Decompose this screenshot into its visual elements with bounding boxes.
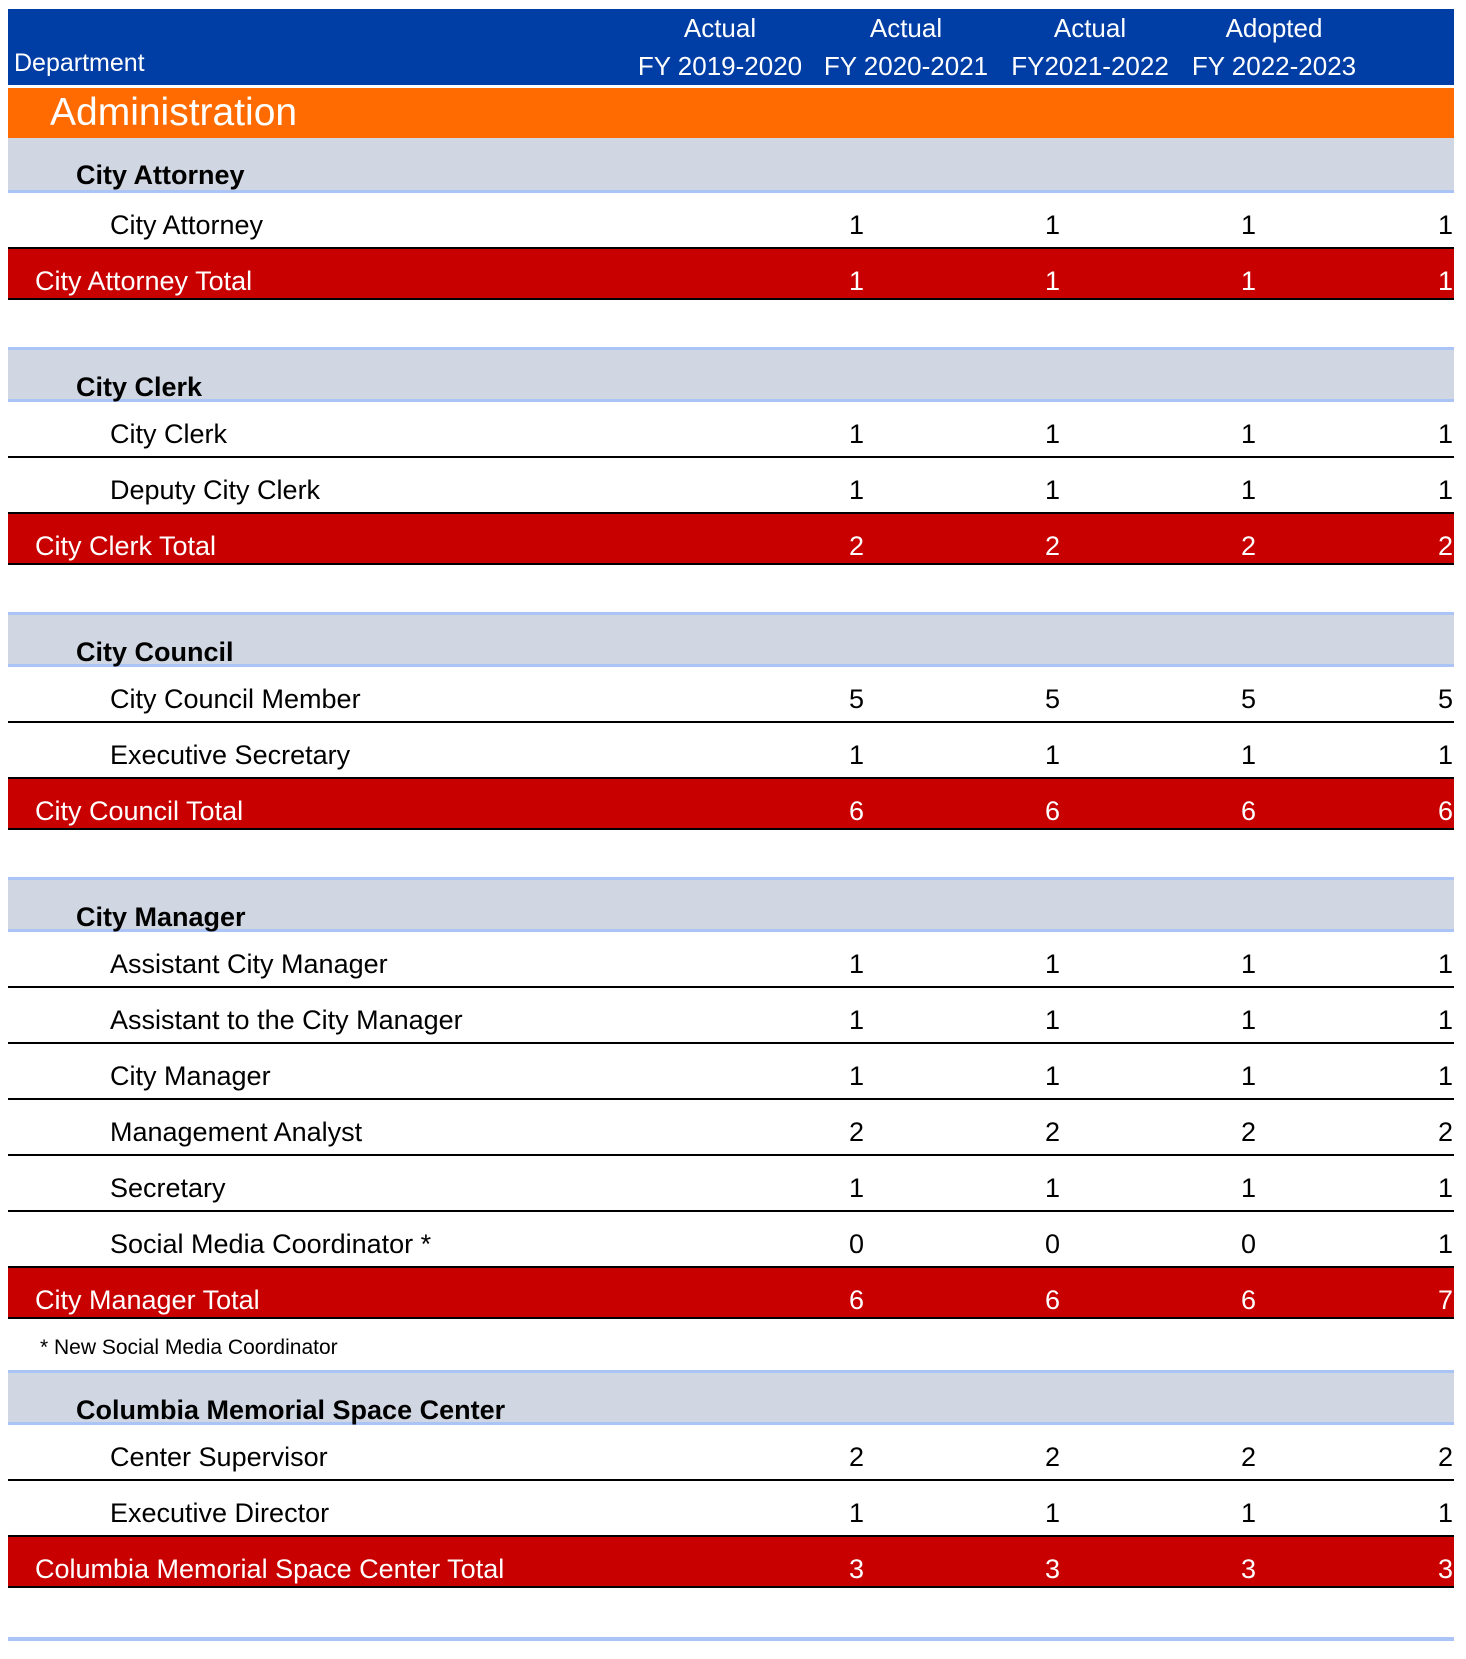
- table-row: [8, 1100, 1454, 1156]
- position-count: 2: [1240, 1442, 1256, 1472]
- position-label: Social Media Coordinator *: [110, 1229, 432, 1259]
- total-row-city-clerk: [8, 512, 1454, 565]
- position-count: 1: [1240, 740, 1256, 770]
- position-label: Executive Director: [110, 1498, 330, 1528]
- position-count: 1: [1437, 1229, 1453, 1259]
- position-count: 1: [1437, 740, 1453, 770]
- total-count: 1: [848, 266, 864, 296]
- total-count: 1: [1240, 266, 1256, 296]
- column-header-fy2020-2021: Actual FY 2020-2021: [823, 13, 989, 81]
- position-count: 1: [1044, 949, 1060, 979]
- position-count: 1: [1240, 210, 1256, 240]
- table-row: [8, 1481, 1454, 1535]
- table-row: [8, 1212, 1454, 1266]
- total-count: 6: [1240, 796, 1256, 826]
- position-count: 1: [1437, 475, 1453, 505]
- column-header-fy2021-2022: Actual FY2021-2022: [1011, 13, 1169, 81]
- position-count: 1: [848, 1061, 864, 1091]
- total-row-city-manager: [8, 1266, 1454, 1319]
- position-count: 1: [848, 1498, 864, 1528]
- position-count: 2: [1437, 1117, 1453, 1147]
- position-count: 1: [1044, 210, 1060, 240]
- total-count: 6: [848, 796, 864, 826]
- total-label: City Council Total: [35, 796, 244, 826]
- position-count: 1: [848, 1005, 864, 1035]
- position-count: 1: [1240, 419, 1256, 449]
- position-count: 1: [848, 740, 864, 770]
- table-row: [8, 1044, 1454, 1100]
- total-count: 6: [848, 1285, 864, 1315]
- total-count: 3: [1437, 1554, 1453, 1584]
- total-count: 2: [1240, 531, 1256, 561]
- position-count: 5: [1240, 684, 1256, 714]
- bottom-divider: [8, 1637, 1454, 1641]
- position-count: 1: [1240, 1498, 1256, 1528]
- total-label: City Clerk Total: [35, 531, 217, 561]
- total-count: 6: [1044, 1285, 1060, 1315]
- position-count: 1: [1044, 740, 1060, 770]
- total-row-columbia-memorial-space-center: [8, 1535, 1454, 1588]
- position-count: 1: [848, 1173, 864, 1203]
- groups-container: [8, 138, 1454, 1588]
- position-count: 1: [1240, 949, 1256, 979]
- position-count: 1: [848, 949, 864, 979]
- position-label: Executive Secretary: [110, 740, 351, 770]
- total-label: City Attorney Total: [35, 266, 253, 296]
- section-title: Administration: [8, 88, 1454, 138]
- position-count: 2: [1437, 1442, 1453, 1472]
- position-count: 1: [1437, 1005, 1453, 1035]
- position-count: 0: [1240, 1229, 1256, 1259]
- position-count: 2: [1044, 1117, 1060, 1147]
- position-count: 1: [1437, 210, 1453, 240]
- group-header-city-manager: City Manager: [8, 877, 1454, 932]
- position-count: 1: [1437, 419, 1453, 449]
- position-count: 2: [848, 1117, 864, 1147]
- total-count: 2: [848, 531, 864, 561]
- table-row: [8, 458, 1454, 512]
- position-count: 1: [1240, 1173, 1256, 1203]
- position-count: 1: [1044, 1061, 1060, 1091]
- position-count: 1: [1240, 1061, 1256, 1091]
- group-header-columbia-memorial-space-center: Columbia Memorial Space Center: [8, 1370, 1454, 1425]
- position-count: 5: [1437, 684, 1453, 714]
- department-header: Department: [14, 49, 145, 77]
- position-count: 1: [1240, 475, 1256, 505]
- total-count: 6: [1240, 1285, 1256, 1315]
- position-count: 1: [1044, 1173, 1060, 1203]
- position-count: 1: [848, 475, 864, 505]
- group-header-city-clerk: City Clerk: [8, 347, 1454, 402]
- position-label: Management Analyst: [110, 1117, 363, 1147]
- position-count: 2: [848, 1442, 864, 1472]
- total-label: City Manager Total: [35, 1285, 260, 1315]
- table-row: [8, 193, 1454, 247]
- total-count: 6: [1437, 796, 1453, 826]
- position-count: 1: [848, 419, 864, 449]
- table-row: [8, 667, 1454, 723]
- position-count: 1: [1240, 1005, 1256, 1035]
- total-label: Columbia Memorial Space Center Total: [35, 1554, 505, 1584]
- table-row: [8, 723, 1454, 777]
- position-count: 0: [848, 1229, 864, 1259]
- footnote: * New Social Media Coordinator: [40, 1336, 338, 1359]
- total-count: 3: [848, 1554, 864, 1584]
- column-header-fy2022-2023: Adopted FY 2022-2023: [1191, 13, 1357, 81]
- position-label: Assistant City Manager: [110, 949, 388, 979]
- total-count: 2: [1437, 531, 1453, 561]
- total-count: 6: [1044, 796, 1060, 826]
- position-count: 5: [1044, 684, 1060, 714]
- total-count: 7: [1437, 1285, 1453, 1315]
- position-count: 1: [1044, 1498, 1060, 1528]
- position-label: City Manager: [110, 1061, 271, 1091]
- position-count: 5: [848, 684, 864, 714]
- table-row: [8, 402, 1454, 458]
- position-count: 1: [1437, 1173, 1453, 1203]
- total-row-city-council: [8, 777, 1454, 830]
- group-header-city-attorney: City Attorney: [8, 138, 1454, 193]
- position-count: 2: [1044, 1442, 1060, 1472]
- column-header-fy2019-2020: Actual FY 2019-2020: [637, 13, 803, 81]
- position-label: Secretary: [110, 1173, 226, 1203]
- table-row: [8, 988, 1454, 1044]
- table-row: [8, 1156, 1454, 1212]
- position-label: Assistant to the City Manager: [110, 1005, 463, 1035]
- position-label: City Attorney: [110, 210, 264, 240]
- position-count: 1: [1437, 1061, 1453, 1091]
- position-count: 1: [1044, 1005, 1060, 1035]
- group-header-city-council: City Council: [8, 612, 1454, 667]
- position-count: 1: [848, 210, 864, 240]
- total-count: 1: [1437, 266, 1453, 296]
- position-count: 0: [1044, 1229, 1060, 1259]
- table-row: [8, 1425, 1454, 1481]
- position-count: 1: [1437, 1498, 1453, 1528]
- table-header: [8, 9, 1454, 85]
- total-count: 3: [1240, 1554, 1256, 1584]
- staffing-table: [8, 9, 1454, 1641]
- position-count: 1: [1044, 419, 1060, 449]
- table-row: [8, 932, 1454, 988]
- position-label: City Council Member: [110, 684, 361, 714]
- position-label: City Clerk: [110, 419, 228, 449]
- total-count: 2: [1044, 531, 1060, 561]
- position-count: 2: [1240, 1117, 1256, 1147]
- total-row-city-attorney: [8, 247, 1454, 300]
- total-count: 3: [1044, 1554, 1060, 1584]
- position-count: 1: [1044, 475, 1060, 505]
- total-count: 1: [1044, 266, 1060, 296]
- position-label: Center Supervisor: [110, 1442, 328, 1472]
- position-label: Deputy City Clerk: [110, 475, 321, 505]
- position-count: 1: [1437, 949, 1453, 979]
